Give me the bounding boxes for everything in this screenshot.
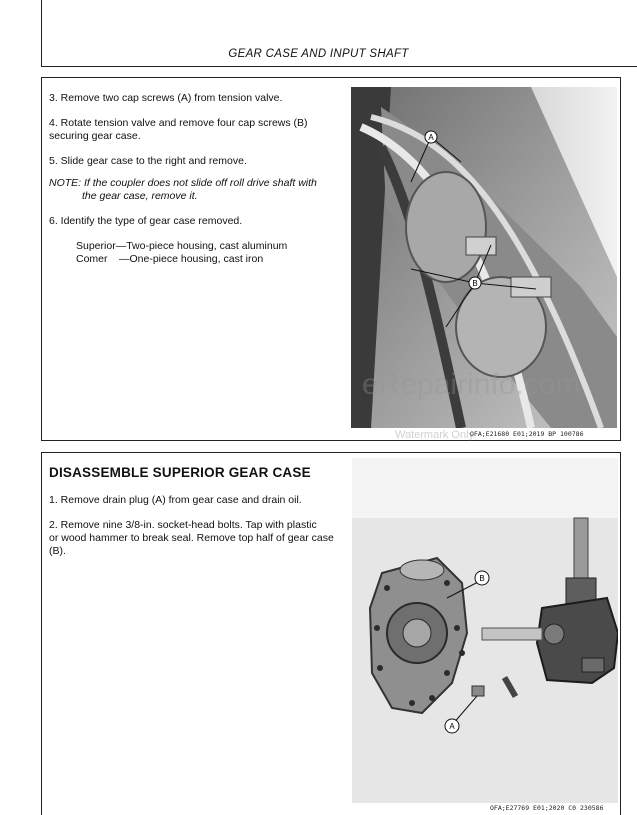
callout-b: B [472,279,478,288]
type-name: Superior [76,240,116,252]
section1-right-rule [620,77,621,441]
note-line-1: NOTE: If the coupler does not slide off roll drive shaft with [49,177,317,189]
section1-left-rule [41,77,42,441]
section2-right-rule [620,452,621,815]
step-5: 5. Slide gear case to the right and remove. [49,155,247,167]
photo-gear-case-drawing [352,458,618,803]
photo-gear-case [352,458,618,803]
callout-a: A [449,722,455,731]
photo2-caption: OFA;E27769 E01;2020 C0 230586 [490,804,604,812]
section2-top-rule [41,452,621,453]
section2-left-rule [41,452,42,815]
type-desc: —One-piece housing, cast iron [119,253,264,265]
watermark-text: eRepairinfo.com [362,368,581,401]
step-2-cont2: (B). [49,545,66,557]
type-name: Comer [76,253,108,265]
step-2-cont: or wood hammer to break seal. Remove top half of gear case [49,532,334,544]
watermark-sub: Watermark Only [395,429,475,441]
callout-b: B [479,574,485,583]
note-line-2: the gear case, remove it. [82,190,198,202]
step-4: 4. Rotate tension valve and remove four cap screws (B) [49,117,308,129]
step-3: 3. Remove two cap screws (A) from tension valve. [49,92,283,104]
header-rule [41,66,637,67]
section2-text [49,494,349,558]
step-4-cont: securing gear case. [49,130,141,142]
photo1-caption: OFA;E21680 E01;2019 BP 100786 [470,430,584,438]
section1-bottom-rule [41,440,621,441]
section1-top-rule [41,77,621,78]
type-superior [49,240,344,253]
callout-a: A [428,133,434,142]
section2-title: DISASSEMBLE SUPERIOR GEAR CASE [49,465,311,480]
section1-text [49,92,344,266]
step-2: 2. Remove nine 3/8-in. socket-head bolts. Tap with plastic [49,519,317,531]
step-1: 1. Remove drain plug (A) from gear case and drain oil. [49,494,302,506]
step-6: 6. Identify the type of gear case removed. [49,215,243,227]
type-desc: —Two-piece housing, cast aluminum [115,240,288,252]
type-comer [49,253,344,266]
page-header-title: GEAR CASE AND INPUT SHAFT [228,48,409,60]
